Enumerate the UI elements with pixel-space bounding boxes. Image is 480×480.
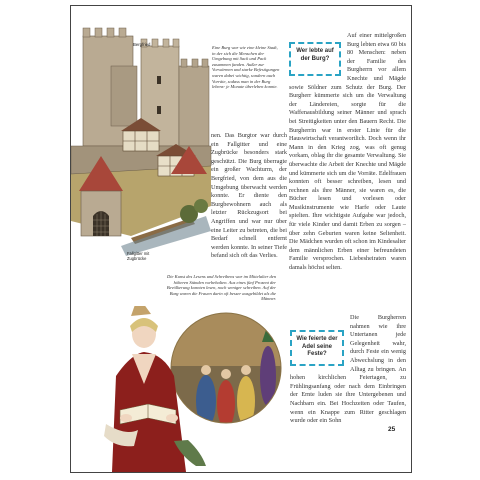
callout-who-lived: Wer lebte auf der Burg? <box>289 42 341 76</box>
body-text-right-bottom <box>290 314 406 426</box>
noblewoman-drawing <box>76 306 286 472</box>
illustration-caption: Die Kunst des Lesens und Schreibens war im Mittelalter den höheren Ständen vorbehalten. Aus eines fünf Prozent der Bevölkerung konnten lesen, noch weniger schreiben. Auf der Burg waren die Frauen darin oft besser ausgebildet als die Männer. <box>166 274 276 302</box>
castle-side-caption-text: Eine Burg war wie eine kleine Stadt, in der sich die Menschen der Umgebung mit Sack und Pack zusammen fanden. Außer zur Vorwärmen und starke Befestigungen waren dabei wichtig, sondern auch Vorräte, sodass man in der Burg lebens- je Monate überleben konnte. <box>212 45 280 90</box>
page-number: 25 <box>388 426 396 433</box>
castle-side-caption <box>212 45 282 90</box>
noblewoman-illustration <box>76 306 286 472</box>
body-text-middle-content: nen. Das Burgtor war durch ein Fallgitter und eine Zugbrücke besonders stark geschützt. Die Burg überragte ein großer Wachturm, der Bergfried, von dem aus die Umgebung überwacht werden konnte. Er diente den Burgbewohnern auch als letzter Rückzugsort bei Angriffen und war nur über eine Leiter zu betreten, die bei Bedarf schnell entfernt werden konnte. In seiner Tiefe befand sich oft das Verlies. <box>211 132 287 260</box>
body-text-middle <box>211 132 287 261</box>
book-page <box>70 5 412 473</box>
callout-how-celebrated: Wie feierte der Adel seine Feste? <box>290 330 344 366</box>
body-text-right-top-content: Auf einer mittelgroßen Burg lebten etwa 60 bis 80 Menschen: neben der Familie des Burgherrn vor allem Knechte und Mägde sowie Söldner zum Schutz der Burg. Der Burgherr kümmerte sich um die Verwaltung der Ländereien, sorgte für die Waffenausbildung seiner Männer und sprach bei Streitigkeiten unter den Bauern Recht. Die Burgherrin war in erster Linie für die Hauswirtschaft verantwortlich. Doch wenn ihr Mann in den Krieg zog, was oft genug vorkam, oblag ihr die gesamte Verwaltung. Sie überwachte die Arbeit der Knechte und Mägde und kümmerte sich um die Vorräte. Edelfrauen konnten oft besser schreiben, lesen und rechnen als ihre Männer, sie waren es, die Bücher lesen und vorlesen oder Musikinstrumente wie Harfe oder Laute spielten. Ihre wichtigste Aufgabe war jedoch, für viele Kinder und damit Erben zu sorgen – über zehn Geburten waren keine Seltenheit. Die Mädchen wurden oft schon im Kindesalter dem männlichen Erben einer befreundeten Familie versprochen. Liebesheiraten waren damals höchst selten. <box>289 32 406 272</box>
label-fallgitter: Fallgitter mit Zugbrücke <box>127 251 150 261</box>
body-text-right-bottom-content: Die Burgherren nahmen wie ihre Untertanen jede Gelegenheit wahr, durch Feste ein wenig Abwechslung in den Alltag zu bringen. An hohen kirchlichen Feiertagen, zu Frühlingsanfang oder nach dem Einbringen der Ernte luden sie ihre Untergebenen und Nachbarn ein. Bei Hochzeiten oder Taufen, wenn ein Knappe zum Ritter geschlagen wurde oder ein Sohn <box>290 314 406 425</box>
body-text-right-top <box>289 32 406 273</box>
label-bergfried: Bergfried <box>133 42 151 47</box>
